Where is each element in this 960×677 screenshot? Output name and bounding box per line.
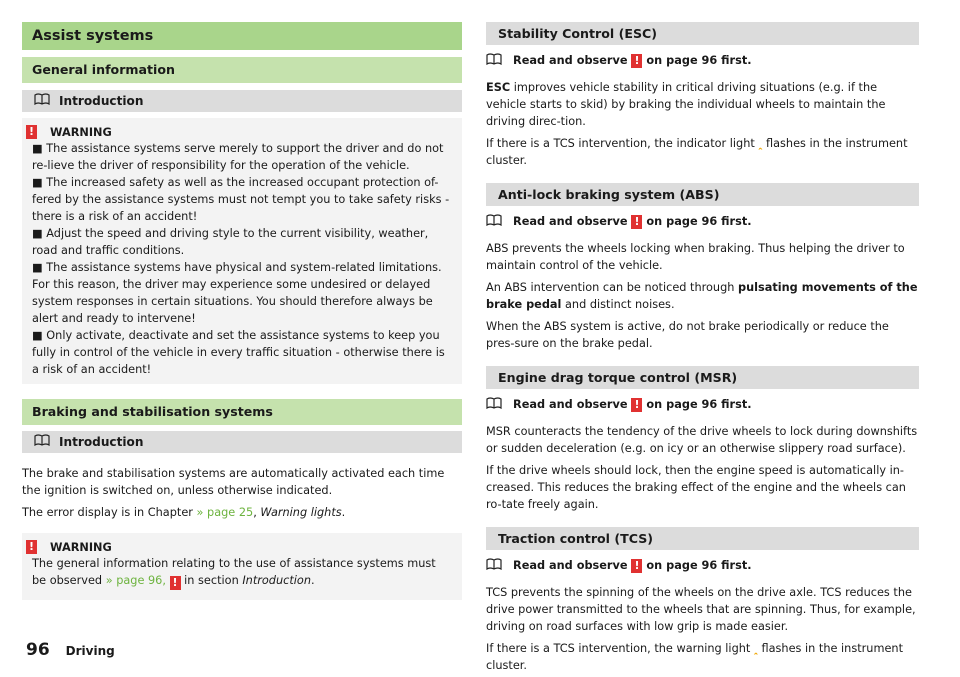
read-observe-note	[486, 396, 919, 413]
esc-skid-icon: ꞈ	[753, 641, 758, 655]
right-column	[486, 22, 919, 674]
page-link[interactable]: » page 25	[196, 506, 254, 519]
braking-heading: Braking and stabilisation systems	[22, 399, 462, 425]
warning-exclamation-icon: !	[170, 576, 181, 590]
esc-heading: Stability Control (ESC)	[486, 22, 919, 45]
text: The general information relating to the use of assistance systems must be observed	[32, 557, 436, 587]
warning-label: WARNING	[50, 125, 112, 139]
abs-paragraph	[486, 279, 919, 313]
general-heading: General information	[22, 57, 462, 83]
book-icon	[486, 53, 502, 68]
warning-box	[22, 533, 462, 600]
text: improves vehicle stability in critical driving situations (e.g. if the vehicle starts to skid) by braking the individual wheels to maintain the driving direc-tion.	[486, 81, 886, 128]
text: If there is a TCS intervention, the indicator light	[486, 137, 759, 150]
intro-heading	[22, 90, 462, 112]
warning-header	[28, 124, 452, 140]
italic-ref: Introduction	[242, 574, 311, 587]
esc-paragraph	[486, 79, 919, 130]
tcs-paragraph: TCS prevents the spinning of the wheels on the drive axle. TCS reduces the drive power transmitted to the wheels that are spinning. Thus, for example, driving on road surfaces with low grip is made easier.	[486, 586, 916, 633]
read-observe-text: Read and observe	[513, 215, 628, 228]
text: flashes in the instrument cluster.	[486, 642, 904, 672]
warning-header	[28, 539, 452, 555]
warning-item: ■ Adjust the speed and driving style to the current visibility, weather, road and traffic conditions.	[32, 227, 429, 257]
warning-item: ■ The assistance systems have physical and system-related limitations. For this reason, the driver may experience some undesired or delayed system responses in certain situations. You should therefore always be alert and ready to intervene!	[32, 261, 442, 325]
read-observe-text: Read and observe	[513, 54, 628, 67]
text: .	[341, 506, 346, 519]
braking-paragraph: The brake and stabilisation systems are automatically activated each time the ignition is switched on, unless otherwise indicated.	[22, 467, 445, 497]
italic-ref: Warning lights	[260, 506, 342, 519]
abs-paragraph: When the ABS system is active, do not brake periodically or reduce the pres-sure on the brake pedal.	[486, 320, 889, 350]
esc-paragraph	[486, 135, 919, 169]
read-observe-text: on page 96 first.	[646, 398, 752, 411]
page-number: 96	[26, 640, 50, 660]
msr-paragraph: MSR counteracts the tendency of the drive wheels to lock during downshifts or sudden deceleration (e.g. on icy or an otherwise slippery road surface).	[486, 425, 918, 455]
msr-paragraph: If the drive wheels should lock, then the engine speed is automatically in-creased. This reduces the braking effect of the engine and the wheels can ro-tate freely again.	[486, 464, 906, 511]
warning-exclamation-icon: !	[631, 559, 642, 573]
book-icon	[486, 397, 502, 412]
text: .	[311, 574, 315, 587]
tcs-paragraph	[486, 640, 919, 674]
bold-text: pulsating movements of the brake pedal	[486, 281, 918, 311]
warning-item: ■ Only activate, deactivate and set the assistance systems to keep you fully in control of the vehicle in every traffic situation - otherwise there is a risk of an accident!	[32, 329, 445, 376]
warning-label: WARNING	[50, 540, 112, 554]
abs-heading: Anti-lock braking system (ABS)	[486, 183, 919, 206]
book-icon	[486, 214, 502, 229]
tcs-heading: Traction control (TCS)	[486, 527, 919, 550]
warning-exclamation-icon: !	[631, 215, 642, 229]
warning-exclamation-icon: !	[631, 54, 642, 68]
warning-item: ■ The assistance systems serve merely to support the driver and do not re-lieve the driver of responsibility for the operation of the vehicle.	[32, 142, 444, 172]
read-observe-note	[486, 213, 919, 230]
abs-paragraph: ABS prevents the wheels locking when braking. Thus helping the driver to maintain control of the vehicle.	[486, 242, 905, 272]
braking-paragraph	[22, 504, 462, 521]
book-icon	[34, 90, 50, 112]
esc-skid-icon: ꞈ	[758, 136, 763, 150]
text: The error display is in Chapter	[22, 506, 197, 519]
msr-heading: Engine drag torque control (MSR)	[486, 366, 919, 389]
intro-label: Introduction	[59, 94, 144, 108]
warning-text	[32, 555, 452, 590]
warning-item: ■ The increased safety as well as the increased occupant protection of-fered by the assistance systems must not tempt you to take safety risks - there is a risk of an accident!	[32, 176, 450, 223]
book-icon	[486, 558, 502, 573]
text: If there is a TCS intervention, the warning light	[486, 642, 754, 655]
read-observe-text: on page 96 first.	[646, 215, 752, 228]
intro-label: Introduction	[59, 435, 144, 449]
read-observe-text: on page 96 first.	[646, 559, 752, 572]
text: and distinct noises.	[561, 298, 675, 311]
read-observe-text: on page 96 first.	[646, 54, 752, 67]
warning-exclamation-icon: !	[631, 398, 642, 412]
warning-exclamation-icon: !	[26, 125, 37, 139]
text: flashes in the instrument cluster.	[486, 137, 908, 167]
text: in section	[180, 574, 243, 587]
text: An ABS intervention can be noticed through	[486, 281, 739, 294]
page-footer	[26, 640, 115, 660]
intro-heading	[22, 431, 462, 453]
page-link[interactable]: » page 96,	[105, 574, 166, 587]
esc-abbr: ESC	[486, 81, 511, 94]
read-observe-note	[486, 52, 919, 69]
left-column	[22, 22, 462, 600]
read-observe-note	[486, 557, 919, 574]
warning-box	[22, 118, 462, 384]
read-observe-text: Read and observe	[513, 398, 628, 411]
warning-exclamation-icon: !	[26, 540, 37, 554]
book-icon	[34, 431, 50, 453]
section-title: Assist systems	[22, 22, 462, 50]
text: ,	[253, 506, 261, 519]
read-observe-text: Read and observe	[513, 559, 628, 572]
section-label: Driving	[65, 644, 115, 658]
